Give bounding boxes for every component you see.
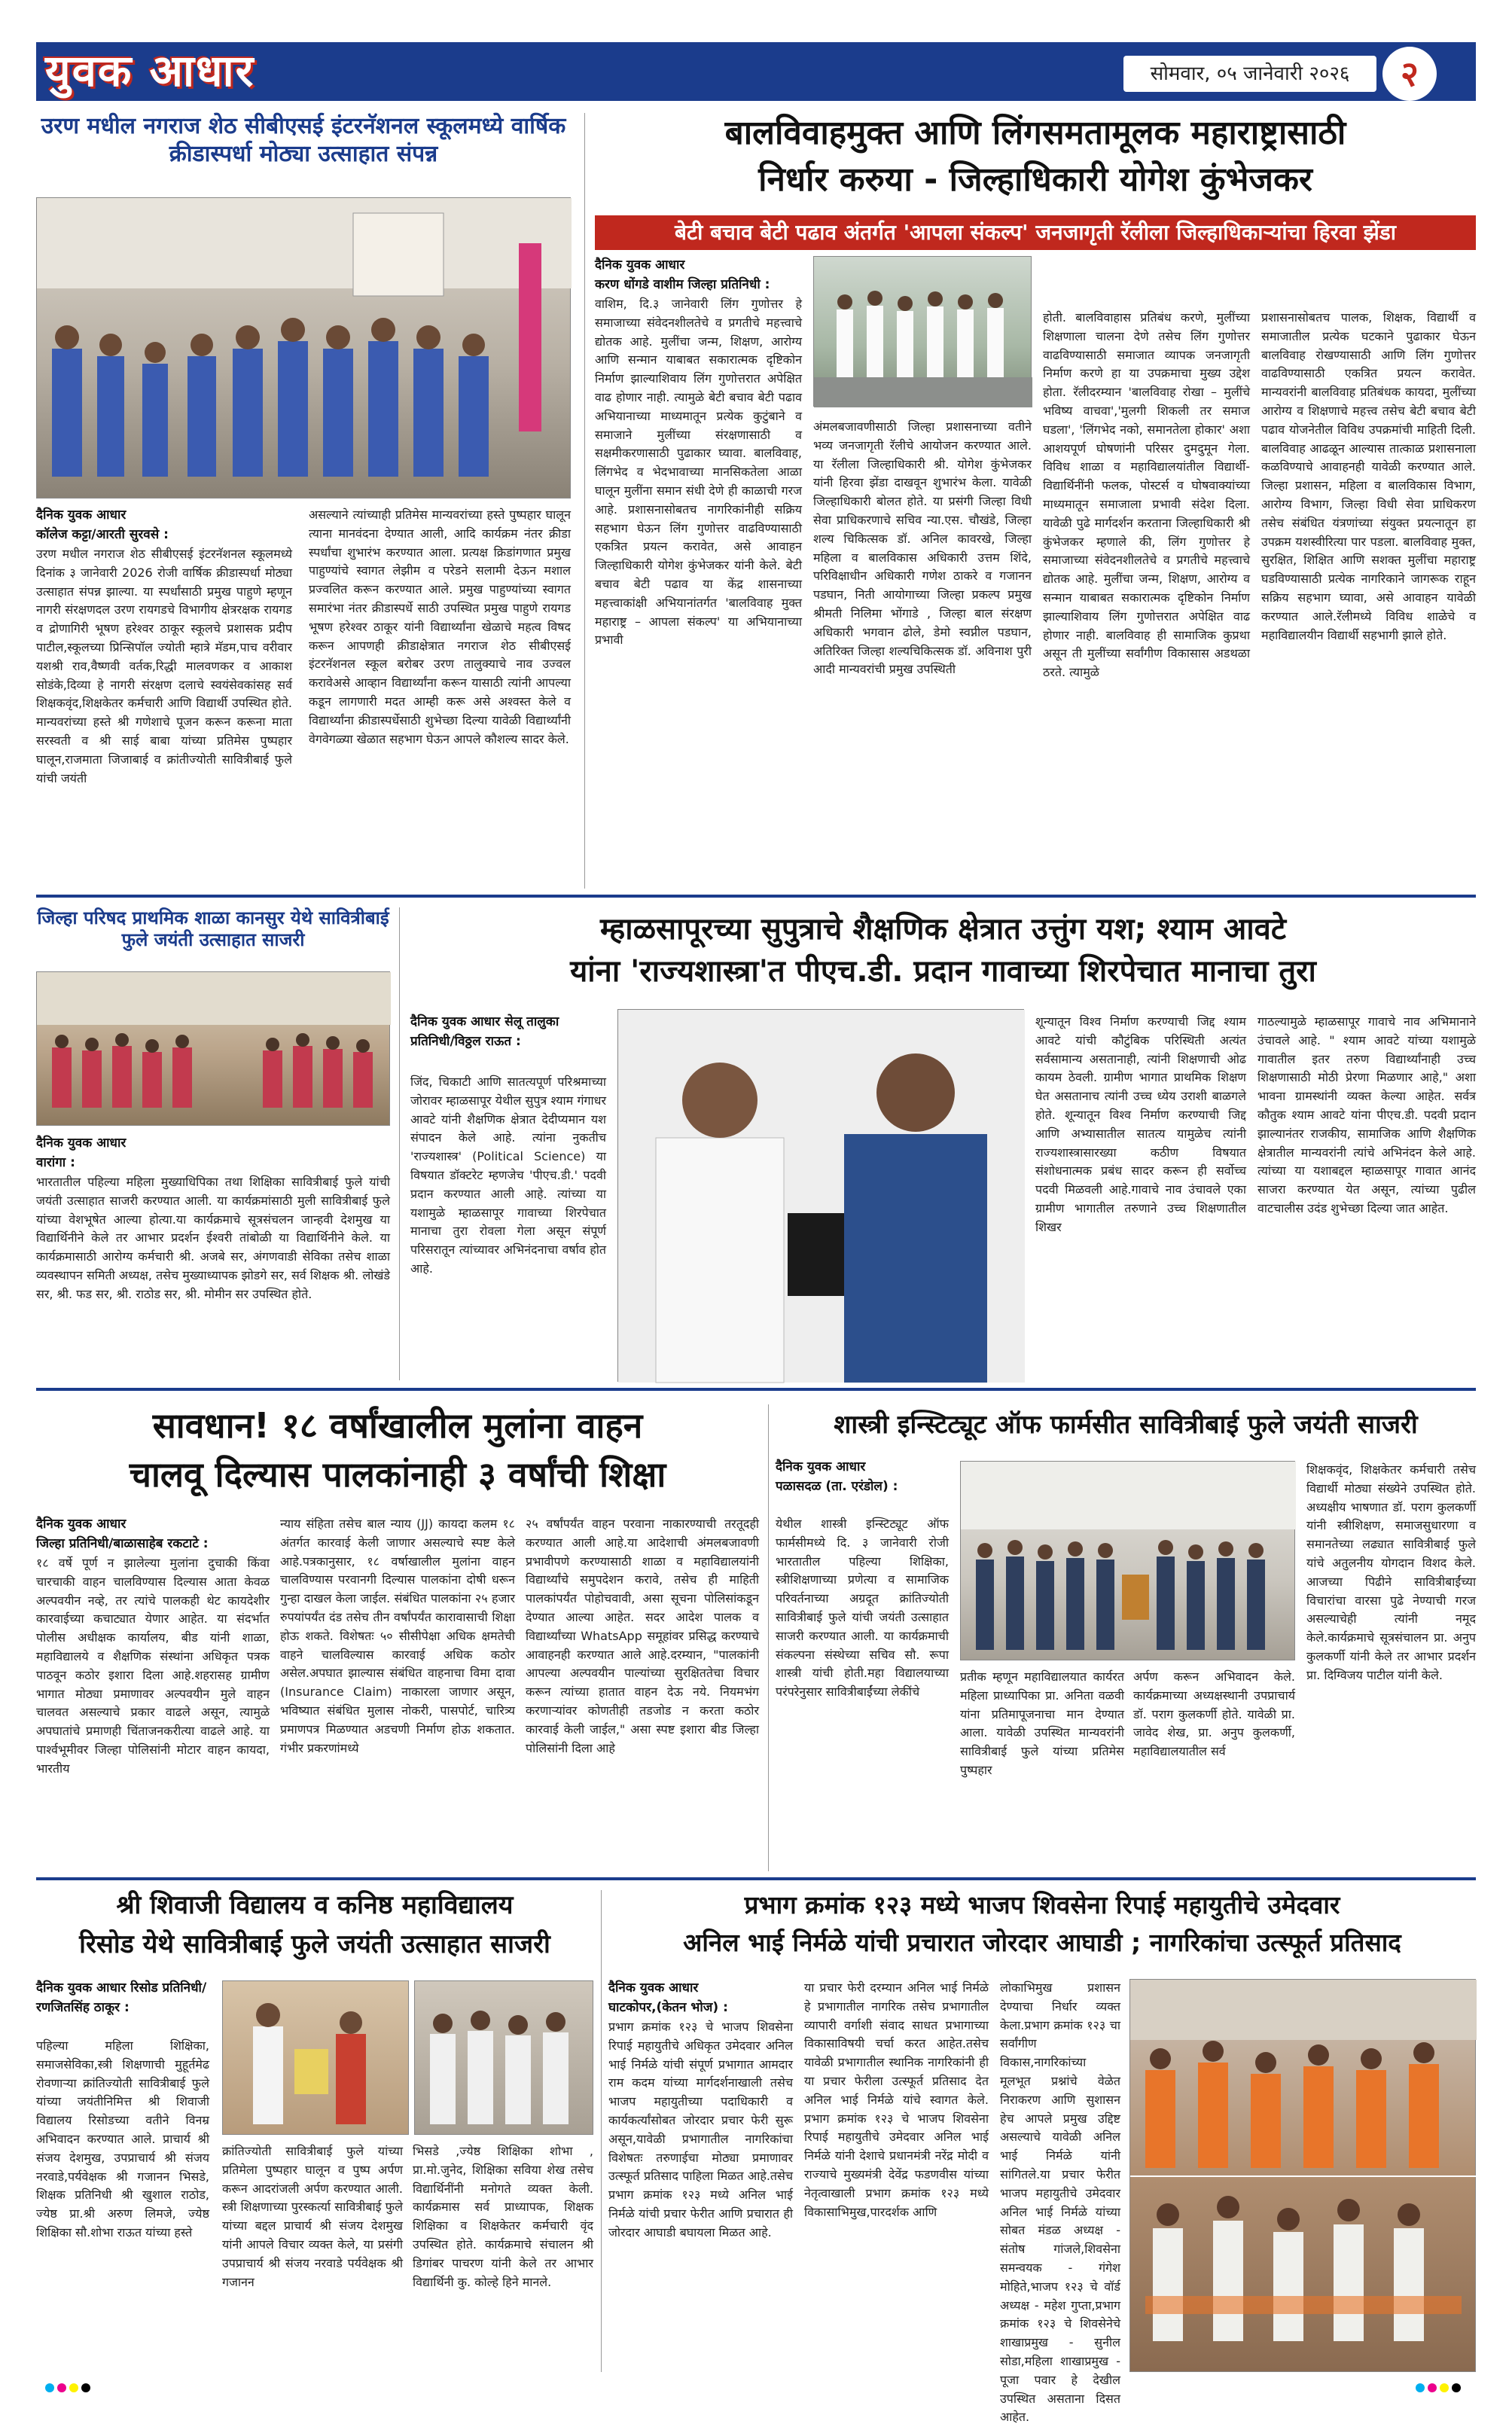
pharmacy-event-photo: [960, 1461, 1295, 1660]
sports-event-photo: [36, 197, 571, 499]
article-marriage-col2: अंमलबजावणीसाठी जिल्हा प्रशासनाच्या वतीने भव्य जनजागृती रॅलीचे आयोजन करण्यात आले. या रॅलीला जिल्हाधिकारी श्री. योगेश कुंभेजकर यांनी हिरवा झेंडा दाखवून शुभारंभ केला. यावेळी जिल्हाधिकारी बोलत होते. या प्रसंगी जिल्हा विधी सेवा प्राधिकरणाचे सचिव न्या.एस. चौखंडे, जिल्हा शल्य चिकित्सक डॉ. अनिल कावरखे, जिल्हा महिला व बालविकास अधिकारी उत्तम शिंदे, परिविक्षाधीन अधिकारी गणेश ठाकरे व गजानन पडघान, निती आयोगाच्या जिल्हा प्रकल्प प्रमुख श्रीमती निलिमा भोंगाडे , जिल्हा बाल संरक्षण अधिकारी भगवान ढोले, डेमो स्वप्नील पडघान, अतिरिक्त जिल्हा शल्यचिकित्सक डॉ. अविनाश पुरी आदी मान्यवरांची प्रमुख उपस्थिती: [813, 419, 1032, 677]
article-driving-col1: १८ वर्षे पूर्ण न झालेल्या मुलांना दुचाकी किंवा चारचाकी वाहन चालविण्यास दिल्यास आता केवळ अल्पवयीन नव्हे, तर त्यांचे पालकही थेट कायदेशीर कारवाईच्या कचाट्यात येणार आहेत. या संदर्भात पोलीस अधीक्षक कार्यालय, बीड यांनी शाळा, महाविद्यालये व शैक्षणिक संस्थांना अधिकृत पत्रक पाठवून कठोर इशारा दिला आहे.शहरासह ग्रामीण भागात मोठ्या प्रमाणावर अल्पवयीन मुले वाहन चालवत असल्याचे प्रकार वाढले असून, त्यामुळे अपघातांचे प्रमाणही चिंताजनकरीत्या वाढले आहे. या पार्श्वभूमीवर जिल्हा पोलिसांनी मोटार वाहन कायदा, भारतीय: [36, 1556, 270, 1776]
article-sports-col1: उरण मधील नगराज शेठ सीबीएसई इंटरनॅशनल स्कूलमध्ये दिनांक ३ जानेवारी 2026 रोजी वार्षिक क्रीडास्पर्धा मोठ्या उत्साहात संपन्न झाल्या. या स्पर्धांसाठी प्रमुख पाहुणे म्हणून नागरी संरक्षणदल उरण रायगडचे विभागीय क्षेत्ररक्षक रायगड व द्रोणागिरी भूषण हरेश्वर ठाकूर स्कूलचे प्रशासक प्रदीप पाटील,स्कूलच्या प्रिन्सिपॉल ज्योती म्हात्रे मॅडम,पाच वरीवार यशश्री राव,वैष्णवी वर्तक,रिद्धी मालवणकर व आकाश सोडंके,दिव्या हे नागरी संरक्षण दलाचे स्वयंसेवकांसह सर्व शिक्षकवृंद,शिक्षकेतर कर्मचारी आणि विद्यार्थी उपस्थित होते. मान्यवरांच्या हस्ते श्री गणेशाचे पूजन करून करूना माता सरस्वती व श्री साई बाबा यांच्या प्रतिमेस पुष्पहार घालून,राजमाता जिजाबाई व क्रांतीज्योती सावित्रीबाई फुले यांची जयंती: [36, 547, 292, 785]
byline-paper: दैनिक युवक आधार: [36, 1136, 127, 1151]
article-pharmacy-byline: [776, 1458, 949, 1496]
article-phd-col2: शून्यातून विश्व निर्माण करण्याची जिद्द श्याम आवटे यांची कौटुंबिक परिस्थिती अत्यंत सर्वसामान्य असतानाही, त्यांनी शिक्षणाची ओढ कायम ठेवली. ग्रामीण भागात प्राथमिक शिक्षण घेत असतानाच त्यांनी उच्च ध्येय उराशी बाळगले होते. शून्यातून विश्व निर्माण करण्याची जिद्द आणि अभ्यासातील सातत्य यामुळेच त्यांनी राज्यशास्त्रासारख्या कठीण विषयात संशोधनात्मक प्रबंध सादर करून ही सर्वोच्च पदवी मिळवली आहे.गावाचे नाव उंचावले एका ग्रामीण भागातील तरुणाने उच्च शिक्षणातील शिखर: [1035, 1014, 1246, 1234]
article-driving-col2: न्याय संहिता तसेच बाल न्याय (JJ) कायदा कलम १८ अंतर्गत कारवाई केली जाणार असल्याचे स्पष्ट केले आहे.पत्रकानुसार, १८ वर्षाखालील मुलांना वाहन चालविण्यास परवानगी दिल्यास पालकांना दोषी धरून गुन्हा दाखल केला जाईल. संबंधित पालकांना २५ हजार रुपयांपर्यंत दंड तसेच तीन वर्षांपर्यंत कारावासाची शिक्षा होऊ शकते. विशेषतः ५० सीसीपेक्षा अधिक क्षमतेची वाहने चालविल्यास कारवाई अधिक कठोर असेल.अपघात झाल्यास संबंधित वाहनाचा विमा दावा (Insurance Claim) नाकारला जाणार असून, भविष्यात संबंधित मुलास नोकरी, पासपोर्ट, चारित्र्य प्रमाणपत्र मिळण्यात अडचणी निर्माण होऊ शकतात. गंभीर प्रकरणांमध्ये: [280, 1517, 515, 1755]
article-driving-headline-2: चालवू दिल्यास पालकांनाही ३ वर्षांची शिक्षा: [129, 1454, 666, 1495]
byline-reporter: घाटकोपर,(केतन भोज) :: [608, 1999, 728, 2015]
article-marriage-byline: [595, 256, 802, 294]
sports-photo-illustration: [37, 198, 572, 499]
byline-reporter: पळासदळ (ता. एरंडोल) :: [776, 1478, 898, 1494]
rally-photo: [813, 256, 1032, 407]
shivaji-photo-2: [414, 1980, 593, 2135]
pharmacy-photo-illustration: [961, 1462, 1296, 1661]
shivaji-photo-2-illustration: [415, 1981, 594, 2136]
article-marriage-col1: वाशिम, दि.३ जानेवारी लिंग गुणोत्तर हे समाजाच्या संवेदनशीलतेचे व प्रगतीचे महत्त्वाचे द्योतक आहे. मुलींचा जन्म, शिक्षण, आरोग्य आणि सन्मान याबाबत सकारात्मक दृष्टिकोन निर्माण झाल्याशिवाय लिंग गुणोत्तरात अपेक्षित वाढ होणार नाही. त्यामुळे बेटी बचाव बेटी पढाव अभियानाच्या माध्यमातून प्रत्येक कुटुंबाने व समाजाने मुलींच्या संरक्षणासाठी व सक्षमीकरणासाठी पुढाकार घ्यावा. बालविवाह, लिंगभेद व भेदभावाच्या मानसिकतेला आळा घालून मुलींना समान संधी देणे ही काळाची गरज आहे. प्रशासनासोबतच नागरिकांनीही सक्रिय सहभाग घेऊन लिंग गुणोत्तर वाढविण्यासाठी एकत्रित प्रयत्न करावेत, असे आवाहन जिल्हाधिकारी योगेश कुंभेजकर यांनी केले. बेटी बचाव बेटी पढाव या केंद्र शासनाच्या महत्त्वाकांक्षी अभियानांतर्गत 'बालविवाह मुक्त महाराष्ट्र – आपला संकल्प' या अभियानाच्या प्रभावी: [595, 297, 802, 648]
article-sports-byline: [36, 506, 292, 544]
article-sports-headline: उरण मधील नगराज शेठ सीबीएसई इंटरनॅशनल स्कूलमध्ये वार्षिक क्रीडास्पर्धा मोठ्या उत्साहात संपन्न: [41, 113, 566, 167]
article-ward-byline: [608, 1979, 793, 2017]
article-shivaji-col3: भिसडे ,ज्येष्ठ शिक्षिका शोभा , प्रा.मो.जुनेद, शिक्षिका सविया शेख तसेच विद्यार्थिनींनी मनोगते व्यक्त केली. कार्यक्रमास सर्व प्राध्यापक, शिक्षक शिक्षिका व शिक्षकेतर कर्मचारी वृंद उपस्थित होते. कार्यक्रमाचे संचालन श्री डिगांबर पाचरण यांनी केले तर आभार विद्यार्थिनी कु. कोल्हे हिने मानले.: [413, 2144, 593, 2289]
shivaji-photo-1-illustration: [223, 1981, 410, 2136]
article-driving-headline-1: सावधान! १८ वर्षांखालील मुलांना वाहन: [152, 1405, 643, 1446]
page-number: २: [1382, 47, 1437, 101]
campaign-photo-illustration: [1130, 1980, 1477, 2373]
article-shivaji-col1: पहिल्या महिला शिक्षिका, समाजसेविका,स्त्री शिक्षणाची मुहूर्तमेढ रोवणाऱ्या क्रांतिज्योती सावित्रीबाई फुले यांच्या जयंतीनिमित्त श्री शिवाजी विद्यालय रिसोडच्या वतीने विनम्र अभिवादन करण्यात आले. प्राचार्य श्री संजय देशमुख, उपप्राचार्य श्री संजय नरवाडे,पर्यवेक्षक श्री गजानन भिसडे, शिक्षक प्रतिनिधी श्री खुशाल राठोड, ज्येष्ठ प्रा.श्री अरुण लिमजे, ज्येष्ठ शिक्षिका सौ.शोभा राऊत यांच्या हस्ते: [36, 2038, 209, 2239]
article-pharmacy-col3: अर्पण करून अभिवादन केले. कार्यक्रमाच्या अध्यक्षस्थानी उपप्राचार्य डॉ. पराग कुलकर्णी होते. यावेळी प्रा. जावेद शेख, प्रा. अनुप कुलकर्णी, महाविद्यालयातील सर्व: [1133, 1669, 1295, 1759]
article-ward-col3: लोकाभिमुख प्रशासन देण्याचा निर्धार व्यक्त केला.प्रभाग क्रमांक १२३ चा सर्वांगीण विकास,नागरिकांच्या मूलभूत प्रश्नांचे वेळेत निराकरण आणि सुशासन हेच आपले प्रमुख उद्दिष्ट असल्याचे यावेळी अनिल भाई निर्मळे यांनी सांगितले.या प्रचार फेरीत भाजप महायुतीचे उमेदवार अनिल भाई निर्मळे यांच्या सोबत मंडळ अध्यक्ष - संतोष गांजले,शिवसेना समन्वयक - गंगेश मोहिते,भाजप १२३ चे वॉर्ड अध्यक्ष - महेश गुप्ता,प्रभाग क्रमांक १२३ चे शिवसेनेचे शाखाप्रमुख - सुनील सोडा,महिला शाखाप्रमुख - पूजा पवार हे देखील उपस्थित असताना दिसत आहेत.: [1000, 1980, 1120, 2425]
byline-paper: दैनिक युवक आधार: [595, 258, 685, 273]
article-phd-col3: गाठल्यामुळे म्हाळसापूर गावाचे नाव अभिमानाने उंचावले आहे. " श्याम आवटे यांच्या यशामुळे गावातील इतर तरुण विद्यार्थ्यांनाही उच्च शिक्षणासाठी मोठी प्रेरणा मिळणार आहे," अशा भावना ग्रामस्थांनी व्यक्त केल्या आहेत. सर्वत्र कौतुक श्याम आवटे यांना पीएच.डी. पदवी प्रदान झाल्यानंतर राजकीय, सामाजिक आणि शैक्षणिक क्षेत्रातील मान्यवरांनी त्यांचे अभिनंदन केले आहे. त्यांच्या या यशाबद्दल म्हाळसापूर गावात आनंद साजरा करण्यात येत असून, त्यांच्या पुढील वाटचालीस उदंड शुभेच्छा दिल्या जात आहेत.: [1257, 1014, 1476, 1215]
byline-paper: दैनिक युवक आधार: [608, 1980, 699, 1996]
newspaper-logo: युवक आधार: [45, 45, 255, 96]
phd-photo-illustration: [618, 1010, 1025, 1383]
section-rule: [36, 1877, 1476, 1880]
article-zp-headline: जिल्हा परिषद प्राथमिक शाळा कानसुर येथे सावित्रीबाई फुले जयंती उत्साहात साजरी: [37, 907, 389, 951]
article-shivaji-col2: क्रांतिज्योती सावित्रीबाई फुले यांच्या प्रतिमेला पुष्पहार घालून व पुष्प अर्पण करून आदरांजली अर्पण करण्यात आली. स्त्री शिक्षणाच्या पुरस्कर्त्या सावित्रीबाई फुले यांच्या बद्दल प्राचार्य श्री संजय देशमुख यांनी आपले विचार व्यक्त केले, या प्रसंगी उपप्राचार्य श्री संजय नरवाडे पर्यवेक्षक श्री गजानन: [222, 2144, 403, 2289]
article-marriage-headline-1: बालविवाहमुक्त आणि लिंगसमतामूलक महाराष्ट्रासाठी: [724, 114, 1346, 152]
byline-reporter: करण धोंगडे वाशीम जिल्हा प्रतिनिधी :: [595, 276, 770, 292]
column-divider: [584, 113, 585, 889]
article-ward-headline-1: प्रभाग क्रमांक १२३ मध्ये भाजप शिवसेना रिपाई महायुतीचे उमेदवार: [744, 1890, 1340, 1919]
byline-paper: दैनिक युवक आधार: [776, 1459, 866, 1474]
column-divider: [601, 1890, 602, 2372]
issue-date: सोमवार, ०५ जानेवारी २०२६: [1123, 56, 1376, 92]
byline-paper: दैनिक युवक आधार: [36, 1517, 127, 1532]
campaign-rally-photo: [1129, 1979, 1476, 2372]
article-zp-text: भारतातील पहिल्या महिला मुख्याधिपिका तथा शिक्षिका सावित्रीबाई फुले यांची जयंती उत्साहात साजरी करण्यात आली. या कार्यक्रमांसाठी मुली सावित्रीबाई फुले यांच्या वेशभूषेत आल्या होत्या.या कार्यक्रमाचे सूत्रसंचलन जान्हवी देशमुख या विद्यार्थिनीने केले तर आभार प्रदर्शन ईश्वरी तांबोळी या विद्यार्थिनीने केले. या कार्यक्रमासाठी आरोग्य कर्मचारी श्री. अजबे सर, अंगणवाडी सेविका तसेच शाळा व्यवस्थापन समिती अध्यक्ष, तसेच मुख्याध्यापक झोडगे सर, सर्व शिक्षक श्री. लोखंडे सर, श्री. फड सर, श्री. राठोड सर, श्री. मोमीन सर उपस्थित होते.: [36, 1175, 390, 1301]
article-ward-col1: प्रभाग क्रमांक १२३ चे भाजप शिवसेना रिपाई महायुतीचे अधिकृत उमेदवार अनिल भाई निर्मळे यांची संपूर्ण प्रभागात आमदार राम कदम यांच्या मार्गदर्शनाखाली तसेच भाजप महायुतीच्या पदाधिकारी व कार्यकर्त्यांसोबत जोरदार प्रचार फेरी सुरू असून,यावेळी प्रभागातील नागरिकांचा विशेषतः तरुणाईचा मोठ्या प्रमाणावर उत्स्फूर्त प्रतिसाद पाहिला मिळत आहे.तसेच प्रभाग क्रमांक १२३ मध्ये अनिल भाई निर्मळे यांची प्रचार फेरीत आणि प्रचारात ही जोरदार आघाडी बघायला मिळत आहे.: [608, 2020, 793, 2239]
column-divider: [768, 1404, 769, 1871]
article-marriage-col4: प्रशासनासोबतच पालक, शिक्षक, विद्यार्थी व समाजातील प्रत्येक घटकाने पुढाकार घेऊन बालविवाह रोखण्यासाठी आणि लिंग गुणोत्तर वाढविण्यासाठी एकत्रित प्रयत्न करावेत. मान्यवरांनी बालविवाह प्रतिबंधक कायदा, मुलींच्या आरोग्य व शिक्षणाचे महत्त्व तसेच बेटी बचाव बेटी पढाव योजनेतील विविध उपक्रमांची माहिती दिली. बालविवाह आढळून आल्यास तात्काळ प्रशासनाला कळविण्याचे आवाहनही यावेळी करण्यात आले. जिल्हा प्रशासन, महिला व बालविकास विभाग, आरोग्य विभाग, जिल्हा विधी सेवा प्राधिकरण तसेच संबंधित यंत्रणांच्या संयुक्त प्रयत्नातून हा उपक्रम यशस्वीरित्या पार पडला. बालविवाह मुक्त, सुरक्षित, शिक्षित आणि सशक्त मुलींचा महाराष्ट्र घडविण्यासाठी प्रत्येक नागरिकाने जागरूक राहून सक्रिय सहभाग घ्यावा, असे आवाहन यावेळी करण्यात आले.रॅलीमध्ये विविध शाळेचे व महाविद्यालयीन विद्यार्थी सहभागी झाले होते.: [1261, 310, 1476, 642]
article-marriage-headline-2: निर्धार करुया - जिल्हाधिकारी योगेश कुंभेजकर: [758, 160, 1312, 199]
article-shivaji-headline-2: रिसोड येथे सावित्रीबाई फुले जयंती उत्साहात साजरी: [79, 1929, 550, 1959]
zp-photo-illustration: [37, 972, 391, 1127]
article-driving-col3: २५ वर्षांपर्यंत वाहन परवाना नाकारण्याची तरतूदही करण्यात आली आहे.या आदेशाची अंमलबजावणी प्रभावीपणे करण्यासाठी शाळा व महाविद्यालयांनी विद्यार्थ्यांचे समुपदेशन करावे, तसेच ही माहिती पालकांपर्यंत पोहोचवावी, असा सूचना पोलिसांकडून देण्यात आल्या आहेत. सदर आदेश पालक व विद्यार्थ्यांच्या WhatsApp समूहांवर प्रसिद्ध करण्याचे आवाहनही करण्यात आले आहे.दरम्यान, "पालकांनी आपल्या अल्पवयीन पाल्यांच्या सुरक्षिततेचा विचार करून त्यांच्या हातात वाहन देऊ नये. नियमभंग करणाऱ्यांवर कोणतीही तडजोड न करता कठोर कारवाई केली जाईल," असा स्पष्ट इशारा बीड जिल्हा पोलिसांनी दिला आहे: [526, 1517, 759, 1755]
article-pharmacy-headline: शास्त्री इन्स्टिट्यूट ऑफ फार्मसीत सावित्रीबाई फुले जयंती साजरी: [834, 1410, 1418, 1440]
byline-reporter: वारांगा :: [36, 1154, 75, 1170]
section-rule: [36, 895, 1476, 898]
column-divider: [399, 907, 400, 1380]
article-phd-headline-1: म्हाळसापूरच्या सुपुत्राचे शैक्षणिक क्षेत्रात उत्तुंग यश; श्याम आवटे: [599, 912, 1287, 947]
article-pharmacy-col1: येथील शास्त्री इन्स्टिट्यूट ऑफ फार्मसीमध्ये दि. ३ जानेवारी रोजी भारतातील पहिल्या शिक्षिका, स्त्रीशिक्षणाच्या प्रणेत्या व सामाजिक परिवर्तनाच्या अग्रदूत क्रांतिज्योती सावित्रीबाई फुले यांची जयंती उत्साहात साजरी करण्यात आली. या कार्यक्रमाची संकल्पना संस्थेच्या सचिव सौ. रूपा शास्त्री यांची होती.महा विद्यालयाच्या परंपरेनुसार सावित्रीबाईंच्या लेकींचे: [776, 1517, 949, 1700]
article-marriage-col3: होती. बालविवाहास प्रतिबंध करणे, मुलींच्या शिक्षणाला चालना देणे तसेच लिंग गुणोत्तर वाढविण्यासाठी समाजात व्यापक जनजागृती निर्माण करणे हा या उपक्रमाचा मुख्य उद्देश होता. रॅलीदरम्यान 'बालविवाह रोखा – मुलींचे भविष्य वाचवा','मुलगी शिकली तर समाज घडला', 'लिंगभेद नको, समानतेला होकार' अशा आशयपूर्ण घोषणांनी परिसर दुमदुमून गेला. विविध शाळा व महाविद्यालयांतील विद्यार्थी-विद्यार्थिनींनी फलक, पोस्टर्स व घोषवाक्यांच्या माध्यमातून समाजाला प्रभावी संदेश दिला. यावेळी पुढे मार्गदर्शन करताना जिल्हाधिकारी श्री कुंभेजकर म्हणाले की, लिंग गुणोत्तर हे समाजाच्या संवेदनशीलतेचे व प्रगतीचे महत्त्वाचे द्योतक आहे. मुलींचा जन्म, शिक्षण, आरोग्य व सन्मान याबाबत सकारात्मक दृष्टिकोन निर्माण झाल्याशिवाय लिंग गुणोत्तरात अपेक्षित वाढ होणार नाही. बालविवाह ही सामाजिक कुप्रथा असून ती मुलींच्या सर्वांगीण विकासास अडथळा ठरते. त्यामुळे: [1043, 310, 1250, 680]
byline-reporter: जिल्हा प्रतिनिधी/बाळासाहेब रकटाटे :: [36, 1535, 209, 1551]
phd-award-photo: [617, 1009, 1024, 1382]
article-phd-col1: जिंद, चिकाटी आणि सातत्यपूर्ण परिश्रमाच्या जोरावर म्हाळसापूर येथील सुपुत्र श्याम गंगाधर आवटे यांनी शैक्षणिक क्षेत्रात देदीप्यमान यश संपादन केले आहे. त्यांना नुकतीच 'राज्यशास्त्र' (Political Science) या विषयात डॉक्टरेट म्हणजेच 'पीएच.डी.' पदवी प्रदान करण्यात आली आहे. त्यांच्या या यशामुळे म्हाळसापूर गावाच्या शिरपेचात मानाचा तुरा रोवला गेला असून संपूर्ण परिसरातून त्यांच्यावर अभिनंदनाचा वर्षाव होत आहे.: [410, 1075, 606, 1276]
shivaji-photo-1: [222, 1980, 409, 2135]
article-phd-headline-2: यांना 'राज्यशास्त्रा'त पीएच.डी. प्रदान गावाच्या शिरपेचात मानाचा तुरा: [570, 954, 1316, 989]
print-registration-dots-left: [45, 2381, 93, 2392]
article-sports-col2: असल्याने त्यांच्याही प्रतिमेस मान्यवरांच्या हस्ते पुष्पहार घालून त्याना मानवंदना देण्यात आली, आदि कार्यक्रम नंतर क्रीडा स्पर्धांचा शुभारंभ करण्यात आला. प्रत्यक्ष क्रिडांगणात प्रमुख पाहुण्यांचे स्वागत लेझीम व परेडने सलामी देऊन मशाल प्रज्वलित करून करण्यात आले. प्रमुख पाहुण्यांच्या स्वागत समारंभा नंतर क्रीडास्पर्धे साठी उपस्थित प्रमुख पाहुणे रायगड भूषण हरेश्वर ठाकूर यांनी विद्यार्थ्यांना खेळाचे महत्व विषद करून आपणही क्रीडाक्षेत्रात नगराज शेठ सीबीएसई इंटरनॅशनल स्कूल बरोबर उरण तालुक्याचे नाव उज्वल करावेअसे आव्हान विद्यार्थ्यांना करून यासाठी त्यांनी आपल्या कडून लागणारी मदत आम्ही करू असे अश्वस्त केले व विद्यार्थ्यांना क्रीडास्पर्धेसाठी शुभेच्छा दिल्या यावेळी विद्यार्थ्यांनी वेगवेगळ्या खेळात सहभाग घेऊन आपले कौशल्य सादर केले.: [309, 508, 571, 746]
article-shivaji-headline-1: श्री शिवाजी विद्यालय व कनिष्ठ महाविद्यालय: [116, 1890, 514, 1920]
section-rule: [36, 1388, 1476, 1391]
article-zp-byline: [36, 1134, 390, 1172]
article-shivaji-byline: दैनिक युवक आधार रिसोड प्रतिनिधी/ रणजितसिंह ठाकूर :: [36, 1980, 207, 2015]
article-ward-headline-2: अनिल भाई निर्मळे यांची प्रचारात जोरदार आघाडी ; नागरिकांचा उत्स्फूर्त प्रतिसाद: [683, 1928, 1401, 1957]
rally-photo-illustration: [814, 257, 1032, 407]
article-ward-col2: या प्रचार फेरी दरम्यान अनिल भाई निर्मळे हे प्रभागातील नागरिक तसेच प्रभागातील व्यापारी वर्गाशी संवाद साधत प्रभागाच्या विकासाविषयी चर्चा करत आहेत.तसेच यावेळी प्रभागातील स्थानिक नागरिकांनी ही या प्रचार फेरीला उत्स्फूर्त प्रतिसाद देत अनिल भाई निर्मळे यांचे स्वागत केले. प्रभाग क्रमांक १२३ चे भाजप शिवसेना रिपाई महायुतीचे उमेदवार अनिल भाई निर्मळे यांनी देशाचे प्रधानमंत्री नरेंद्र मोदी व राज्याचे मुख्यमंत्री देवेंद्र फडणवीस यांच्या नेतृत्वाखाली प्रभाग क्रमांक १२३ मध्ये विकासाभिमुख,पारदर्शक आणि: [804, 1980, 989, 2219]
byline-paper: दैनिक युवक आधार: [36, 508, 127, 523]
print-registration-dots-right: [1416, 2381, 1464, 2392]
article-pharmacy-col2: प्रतीक म्हणून महाविद्यालयात कार्यरत महिला प्राध्यापिका प्रा. अनिता वळवी यांना प्रतिमापूजनाचा मान देण्यात आला. यावेळी उपस्थित मान्यवरांनी सावित्रीबाई फुले यांच्या प्रतिमेस पुष्पहार: [960, 1669, 1124, 1777]
zp-school-photo: [36, 971, 390, 1126]
article-marriage-subheadline: बेटी बचाव बेटी पढाव अंतर्गत 'आपला संकल्प' जनजागृती रॅलीला जिल्हाधिकाऱ्यांचा हिरवा झेंडा: [595, 215, 1476, 250]
article-driving-byline: [36, 1515, 270, 1553]
article-phd-byline: दैनिक युवक आधार सेलू तालुका प्रतिनिधी/विठ्ठल राऊत :: [410, 1014, 559, 1049]
byline-reporter: कॉलेज कट्टा/आरती सुरवसे :: [36, 526, 169, 542]
article-pharmacy-col4: शिक्षकवृंद, शिक्षकेतर कर्मचारी तसेच विद्यार्थी मोठ्या संख्येने उपस्थित होते. अध्यक्षीय भाषणात डॉ. पराग कुलकर्णी यांनी स्त्रीशिक्षण, समाजसुधारणा व समानतेच्या लढ्यात सावित्रीबाई फुले यांचे अतुलनीय योगदान विशद केले. आजच्या पिढीने सावित्रीबाईंच्या विचारांचा वारसा पुढे नेण्याची गरज असल्याचेही त्यांनी नमूद केले.कार्यक्रमाचे सूत्रसंचालन प्रा. अनुप कुलकर्णी यांनी केले तर आभार प्रदर्शन प्रा. दिग्विजय पाटील यांनी केले.: [1306, 1462, 1476, 1682]
